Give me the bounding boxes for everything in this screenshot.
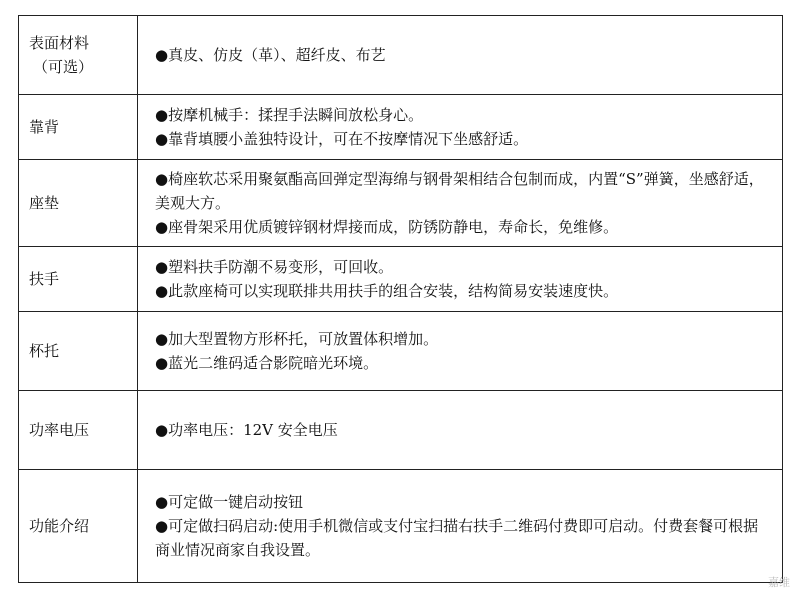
row-content xyxy=(138,312,783,391)
row-label-text: 靠背 xyxy=(29,118,60,136)
watermark: 嘉维 xyxy=(768,576,790,589)
bullet-item: ●座骨架采用优质镀锌钢材焊接而成，防锈防静电，寿命长，免维修。 xyxy=(155,218,619,236)
table-row-function-intro xyxy=(19,470,783,583)
row-label-text: 座垫 xyxy=(29,194,60,212)
table-row-seat-cushion xyxy=(19,160,783,247)
bullet-item: ●此款座椅可以实现联排共用扶手的组合安装，结构简易安装速度快。 xyxy=(155,282,619,300)
row-label-text: 表面材料 xyxy=(29,34,90,52)
row-content xyxy=(138,160,783,247)
table-row-cup-holder xyxy=(19,312,783,391)
row-label xyxy=(19,95,138,160)
row-content xyxy=(138,247,783,312)
table-row-backrest xyxy=(19,95,783,160)
row-label xyxy=(19,312,138,391)
bullet-item: ●功率电压：12V 安全电压 xyxy=(155,421,338,439)
bullet-item: ●可定做一键启动按钮 xyxy=(155,493,304,511)
row-label-text: 杯托 xyxy=(29,342,60,360)
row-label-text: 功率电压 xyxy=(29,421,90,439)
row-label xyxy=(19,247,138,312)
bullet-item: ●椅座软芯采用聚氨酯高回弹定型海绵与钢骨架相结合包制而成，内置“S”弹簧，坐感舒适，美观大方。 xyxy=(155,170,764,212)
bullet-item: ●按摩机械手：揉捏手法瞬间放松身心。 xyxy=(155,106,424,124)
table-row-power-voltage xyxy=(19,391,783,470)
row-label xyxy=(19,470,138,583)
bullet-item: ●靠背填腰小盖独特设计，可在不按摩情况下坐感舒适。 xyxy=(155,130,529,148)
row-label-text: 功能介绍 xyxy=(29,517,90,535)
bullet-item: ●可定做扫码启动:使用手机微信或支付宝扫描右扶手二维码付费即可启动。付费套餐可根据商业情况商家自我设置。 xyxy=(155,517,759,559)
row-content xyxy=(138,470,783,583)
row-label-text: 扶手 xyxy=(29,270,60,288)
row-label xyxy=(19,16,138,95)
row-label xyxy=(19,160,138,247)
row-content xyxy=(138,95,783,160)
bullet-item: ●蓝光二维码适合影院暗光环境。 xyxy=(155,354,379,372)
row-content xyxy=(138,16,783,95)
row-content xyxy=(138,391,783,470)
bullet-item: ●塑料扶手防潮不易变形，可回收。 xyxy=(155,258,394,276)
bullet-item: ●加大型置物方形杯托，可放置体积增加。 xyxy=(155,330,439,348)
table-row-armrest xyxy=(19,247,783,312)
row-label-subtext: （可选） xyxy=(33,58,94,76)
bullet-item: ●真皮、仿皮（革）、超纤皮、布艺 xyxy=(155,46,386,64)
spec-table xyxy=(18,15,783,583)
row-label xyxy=(19,391,138,470)
table-row-surface-material xyxy=(19,16,783,95)
